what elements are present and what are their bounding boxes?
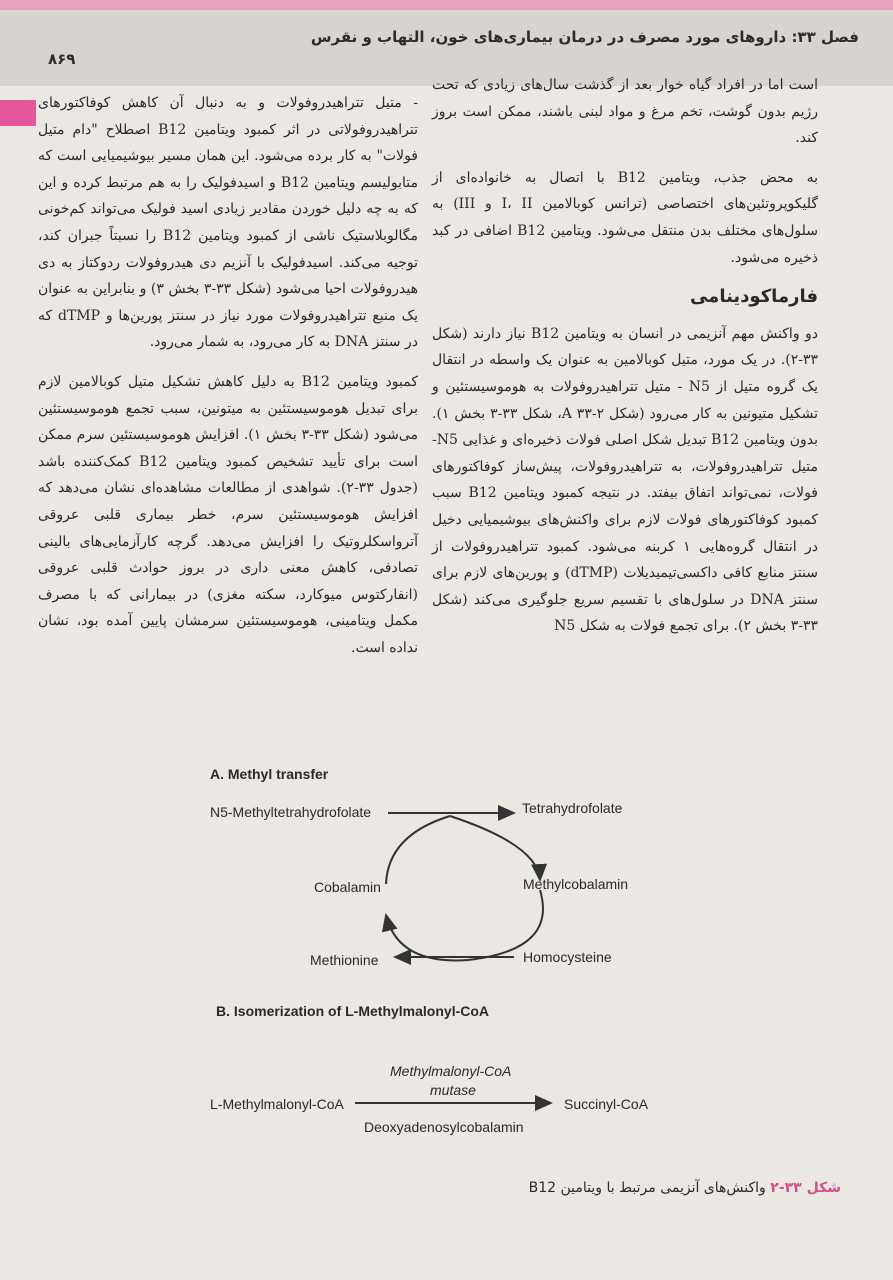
substrate-label: L-Methylmalonyl-CoA — [210, 1096, 344, 1112]
figure — [38, 760, 858, 1230]
cobalamin-label: Cobalamin — [314, 879, 381, 895]
tetrahydrofolate-label: Tetrahydrofolate — [522, 800, 623, 816]
left-column — [38, 90, 418, 674]
cycle-arrow-to-methylcobalamin — [450, 816, 540, 880]
paragraph: دو واکنش مهم آنزیمی در انسان به ویتامین B12 نیاز دارند (شکل ۳۳-۲). در یک مورد، متیل کوبالامین به عنوان یک واسطه در انتقال یک گروه متیل از N5 - متیل تتراهیدروفولات به هوموسیستئین و تشکیل متیونین به کار می‌رود (شکل A ۳۳-۲، شکل ۳۳-۳ بخش ۱). بدون ویتامین B12 تبدیل شکل اصلی فولات ذخیره‌ای و غذایی N5- متیل تتراهیدروفولات، به تتراهیدروفولات، پیش‌ساز کوفاکتورهای فولات، نمی‌تواند اتفاق بیفتد. در نتیجه کمبود ویتامین B12 سبب کمبود کوفاکتورهای فولات لازم برای واکنش‌های بیوشیمیایی دخیل در انتقال گروه‌هایی ۱ کربنه می‌شود. کمبود تتراهیدروفولات از سنتز منابع کافی داکسی‌تیمیدیلات (dTMP) و پورین‌های لازم برای سنتز DNA در سلول‌های با تقسیم سریع جلوگیری می‌کند (شکل ۳۳-۳ بخش ۲). برای تجمع فولات به شکل N5 — [432, 325, 818, 635]
cycle-arc-cobalamin-to-n5 — [386, 816, 450, 884]
figure-section-b-title: B. Isomerization of L-Methylmalonyl-CoA — [216, 1003, 490, 1019]
paragraph: است اما در افراد گیاه خوار بعد از گذشت سال‌های زیادی که تحت رژیم بدون گوشت، تخم مرغ و مواد لبنی باشند، ممکن است بروز کند. — [432, 77, 818, 147]
page-number: ۸۶۹ — [48, 50, 76, 68]
homocysteine-label: Homocysteine — [523, 949, 612, 965]
right-column — [432, 72, 818, 653]
cofactor-label: Deoxyadenosylcobalamin — [364, 1119, 524, 1135]
enzyme-name-line1: Methylmalonyl-CoA — [390, 1063, 512, 1079]
enzyme-name-line2: mutase — [430, 1082, 476, 1098]
section-heading: فارماکودینامی — [689, 286, 818, 308]
figure-arrows — [38, 760, 858, 1180]
cycle-arrow-to-cobalamin — [386, 890, 543, 960]
methylcobalamin-label: Methylcobalamin — [523, 876, 629, 892]
figure-section-a-title: A. Methyl transfer — [210, 766, 329, 782]
methionine-label: Methionine — [310, 952, 379, 968]
product-label: Succinyl-CoA — [564, 1096, 649, 1112]
paragraph: - متیل تتراهیدروفولات و به دنبال آن کاهش کوفاکتورهای تتراهیدروفولاتی در اثر کمبود ویتامین B12 اصطلاح "دام متیل فولات" به کار برده می‌شود. این همان مسیر بیوشیمیایی است که متابولیسم ویتامین B12 و اسیدفولیک را به هم مرتبط کرده و این که به چه دلیل خوردن مقادیر زیادی اسید فولیک می‌تواند کم‌خونی مگالوبلاستیک ناشی از کمبود ویتامین B12 را نسبتاً جبران کند، توجیه می‌کند. اسیدفولیک با آنزیم دی هیدروفولات ردوکتاز به دی هیدروفولات احیا می‌شود (شکل ۳۳-۳ بخش ۳) و بنابراین به عنوان یک منبع تتراهیدروفولات مورد نیاز در سنتز پورین‌ها و dTMP که در سنتز DNA به کار می‌رود، به شمار می‌رود. — [38, 95, 419, 351]
section-tab-marker — [0, 100, 36, 126]
caption-label: شکل ۳۳-۲ — [770, 1180, 841, 1196]
n5-methyltetrahydrofolate-label: N5-Methyltetrahydrofolate — [210, 804, 372, 820]
chapter-title: فصل ۳۳: داروهای مورد مصرف در درمان بیماری‌های خون، التهاب و نقرس — [310, 28, 859, 46]
paragraph: کمبود ویتامین B12 به دلیل کاهش تشکیل متیل کوبالامین لازم برای تبدیل هوموسیستئین به میتونین، سبب تجمع هوموسیستئین می‌شود (شکل ۳۳-۳ بخش ۱). افزایش هوموسیستئین سرم ممکن است برای تأیید تشخیص کمبود ویتامین B12 کمک‌کننده باشد (جدول ۳۳-۲). شواهدی از مطالعات مشاهده‌ای نشان می‌دهد که افزایش هوموسیستئین سرم، خطر بیماری قلبی عروقی آترواسکلروتیک را افزایش می‌دهد. گرچه کارآزمایی‌های بالینی تصادفی، کاهش معنی داری در بروز حوادث قلبی عروقی (انفارکتوس میوکارد، سکته مغزی) در بیمارانی که با مصرف مکمل ویتامینی، هوموسیستئین سرمشان پایین آمده بود، نشان نداده است. — [38, 373, 419, 656]
figure-caption — [529, 1180, 841, 1196]
caption-text: واکنش‌های آنزیمی مرتبط با ویتامین B12 — [528, 1180, 766, 1196]
paragraph: به محض جذب، ویتامین B12 با اتصال به خانواده‌ای از گلیکوپروتئین‌های اختصاصی (ترانس کوبالامین I، II و III) به سلول‌های مختلف بدن منتقل می‌شود. ویتامین B12 اضافی در کبد ذخیره می‌شود. — [432, 169, 818, 266]
